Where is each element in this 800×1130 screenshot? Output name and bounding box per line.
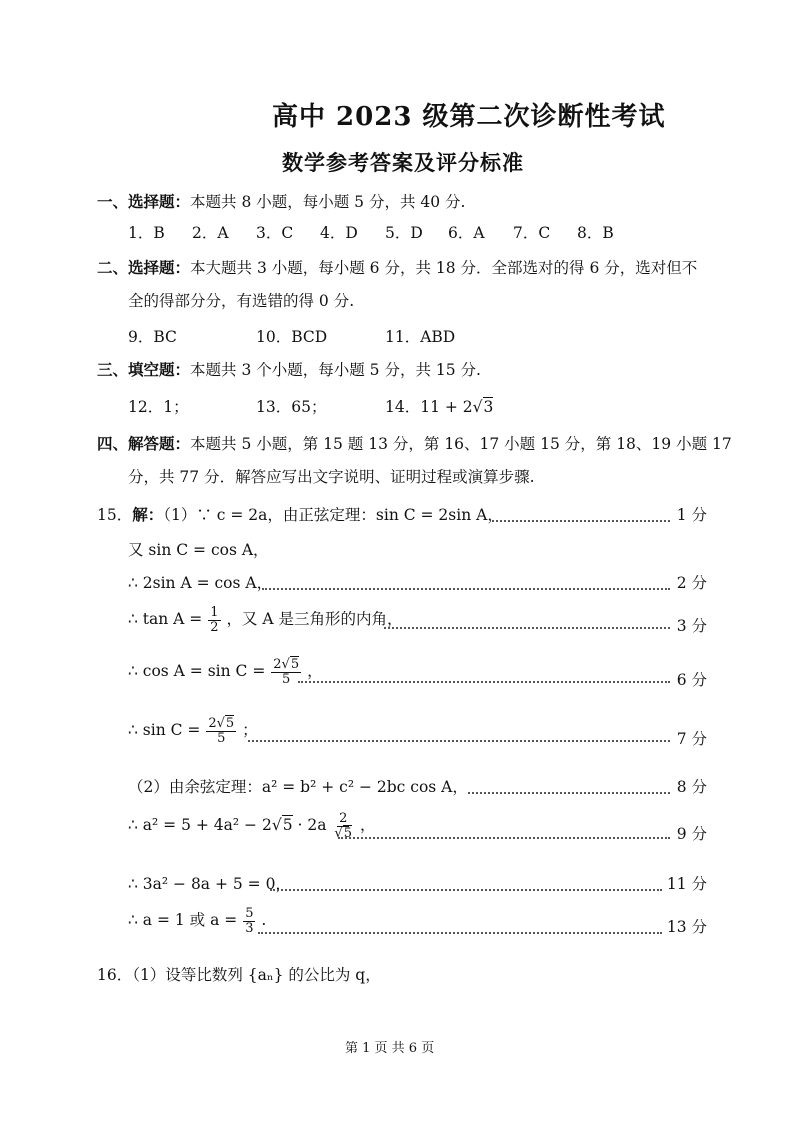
q15-line-6 (128, 717, 258, 745)
leader-dots (262, 588, 670, 590)
leader-dots (384, 627, 670, 629)
score-8: 11 分 (666, 875, 707, 893)
score-1: 1 分 (676, 506, 707, 524)
leader-dots (468, 792, 670, 794)
answer-2: 2．A (192, 224, 229, 242)
answer-1: 1．B (128, 224, 165, 242)
q15-line-9: ∴ 3a² − 8a + 5 = 0， (128, 875, 291, 893)
section-3-line (97, 358, 481, 380)
q15-line-3: ∴ 2sin A = cos A， (128, 574, 273, 592)
q15-line-8: ∴ a² = 5 + 4a² − 2√5 · 2a $\frac{2}{√5}$ ， (128, 811, 376, 841)
section-4-head: 四、解答题： (97, 434, 191, 453)
answer-10: 10．BCD (256, 328, 328, 346)
radicand: 5 (282, 816, 293, 835)
q15-number: 15． (97, 506, 133, 524)
fraction-denominator: √5 (334, 825, 352, 841)
section-1-head: 一、选择题： (97, 192, 191, 211)
fraction (271, 658, 301, 686)
answer-14: 14．11 + 2√3 (385, 398, 494, 416)
section-4-desc2: 分，共 77 分．解答应写出文字说明、证明过程或演算步骤. (128, 468, 535, 486)
leader-dots (258, 932, 662, 934)
page-title: 高中 2023 级第二次诊断性考试 (272, 102, 666, 132)
leader-dots (298, 681, 670, 683)
answer-14-prefix: 14．11 + 2 (385, 398, 473, 416)
answer-3: 3．C (256, 224, 294, 242)
radicand: 5 (290, 657, 300, 672)
section-2-line (97, 256, 697, 278)
page-footer: 第 1 页 共 6 页 (345, 1041, 435, 1056)
fraction-numerator: 1 (210, 605, 219, 620)
radicand: 5 (343, 825, 352, 841)
page-subtitle: 数学参考答案及评分标准 (282, 150, 524, 175)
q15-l8-pre: ∴ a² = 5 + 4a² − 2 (128, 816, 272, 835)
score-2: 2 分 (676, 574, 707, 592)
fraction-numerator: 2 (339, 811, 348, 826)
fraction-numerator: 2√5 (273, 657, 300, 672)
q15-l4-post: ，又 A 是三角形的内角， (226, 610, 403, 629)
section-2-head: 二、选择题： (97, 258, 191, 277)
section-1-desc: 本题共 8 小题，每小题 5 分，共 40 分. (190, 193, 466, 211)
q15-l8-mid: · 2a (297, 816, 327, 835)
answer-8: 8．B (577, 224, 614, 242)
score-7: 9 分 (676, 825, 707, 843)
fraction (208, 606, 220, 634)
answer-5: 5．D (385, 224, 423, 242)
answer-7: 7．C (513, 224, 551, 242)
q15-l10-pre: ∴ a = 1 或 a = (128, 911, 238, 930)
fraction-numerator: 2√5 (208, 716, 235, 731)
fraction-denominator: 2 (210, 619, 219, 635)
q15-l4-pre: ∴ tan A = (128, 610, 203, 629)
q15-l5-post: ， (307, 662, 323, 681)
fraction (243, 907, 255, 935)
q15-l10-post: . (261, 911, 267, 930)
fraction-denominator: 5 (217, 730, 226, 746)
answer-13: 13．65； (256, 398, 327, 416)
score-5: 7 分 (676, 730, 707, 748)
section-4-line (97, 432, 732, 454)
q16-line-1: 16．（1）设等比数列 {aₙ} 的公比为 q， (97, 966, 381, 984)
fraction-denominator: 3 (245, 920, 254, 936)
fraction-numerator: 5 (245, 906, 254, 921)
q15-line-7: （2）由余弦定理：a² = b² + c² − 2bc cos A， (128, 778, 468, 796)
leader-dots (270, 889, 662, 891)
section-2-desc2: 全的得部分分，有选错的得 0 分. (128, 292, 355, 310)
leader-dots (338, 837, 670, 839)
answer-9: 9．BC (128, 328, 177, 346)
section-3-desc: 本题共 3 个小题，每小题 5 分，共 15 分. (190, 361, 481, 379)
coef: 2 (208, 716, 217, 731)
section-3-head: 三、填空题： (97, 360, 191, 379)
answer-14-radicand: 3 (483, 398, 494, 416)
q15-jie: 解： (132, 505, 164, 524)
answer-6: 6．A (448, 224, 485, 242)
q15-line-4 (128, 606, 403, 634)
leader-dots (492, 520, 670, 522)
score-6: 8 分 (676, 778, 707, 796)
q15-l6-post: ； (242, 721, 258, 740)
fraction-denominator: 5 (282, 671, 291, 687)
section-1-line (97, 190, 465, 212)
section-2-desc1: 本大题共 3 小题，每小题 6 分，共 18 分．全部选对的得 6 分，选对但不 (190, 259, 698, 277)
answer-12: 12．1； (128, 398, 189, 416)
score-9: 13 分 (666, 918, 707, 936)
score-4: 6 分 (676, 671, 707, 689)
section-4-desc1: 本题共 5 小题，第 15 题 13 分，第 16、17 小题 15 分，第 18、19 小题 17 (190, 435, 732, 453)
score-3: 3 分 (676, 617, 707, 635)
fraction (206, 717, 236, 745)
radicand: 5 (225, 716, 235, 731)
q15-line-5 (128, 658, 323, 686)
q15-l6-pre: ∴ sin C = (128, 721, 201, 740)
q15-l5-pre: ∴ cos A = sin C = (128, 662, 266, 681)
q15-line-2: 又 sin C = cos A， (128, 541, 269, 559)
answer-4: 4．D (320, 224, 358, 242)
q15-l8-post: ， (359, 816, 376, 835)
leader-dots (248, 740, 670, 742)
q15-line-10 (128, 907, 266, 935)
answer-11: 11．ABD (385, 328, 456, 346)
q15-line-1 (97, 503, 503, 525)
coef: 2 (273, 657, 282, 672)
q15-step-1: （1）∵ c = 2a，由正弦定理：sin C = 2sin A， (163, 506, 503, 524)
